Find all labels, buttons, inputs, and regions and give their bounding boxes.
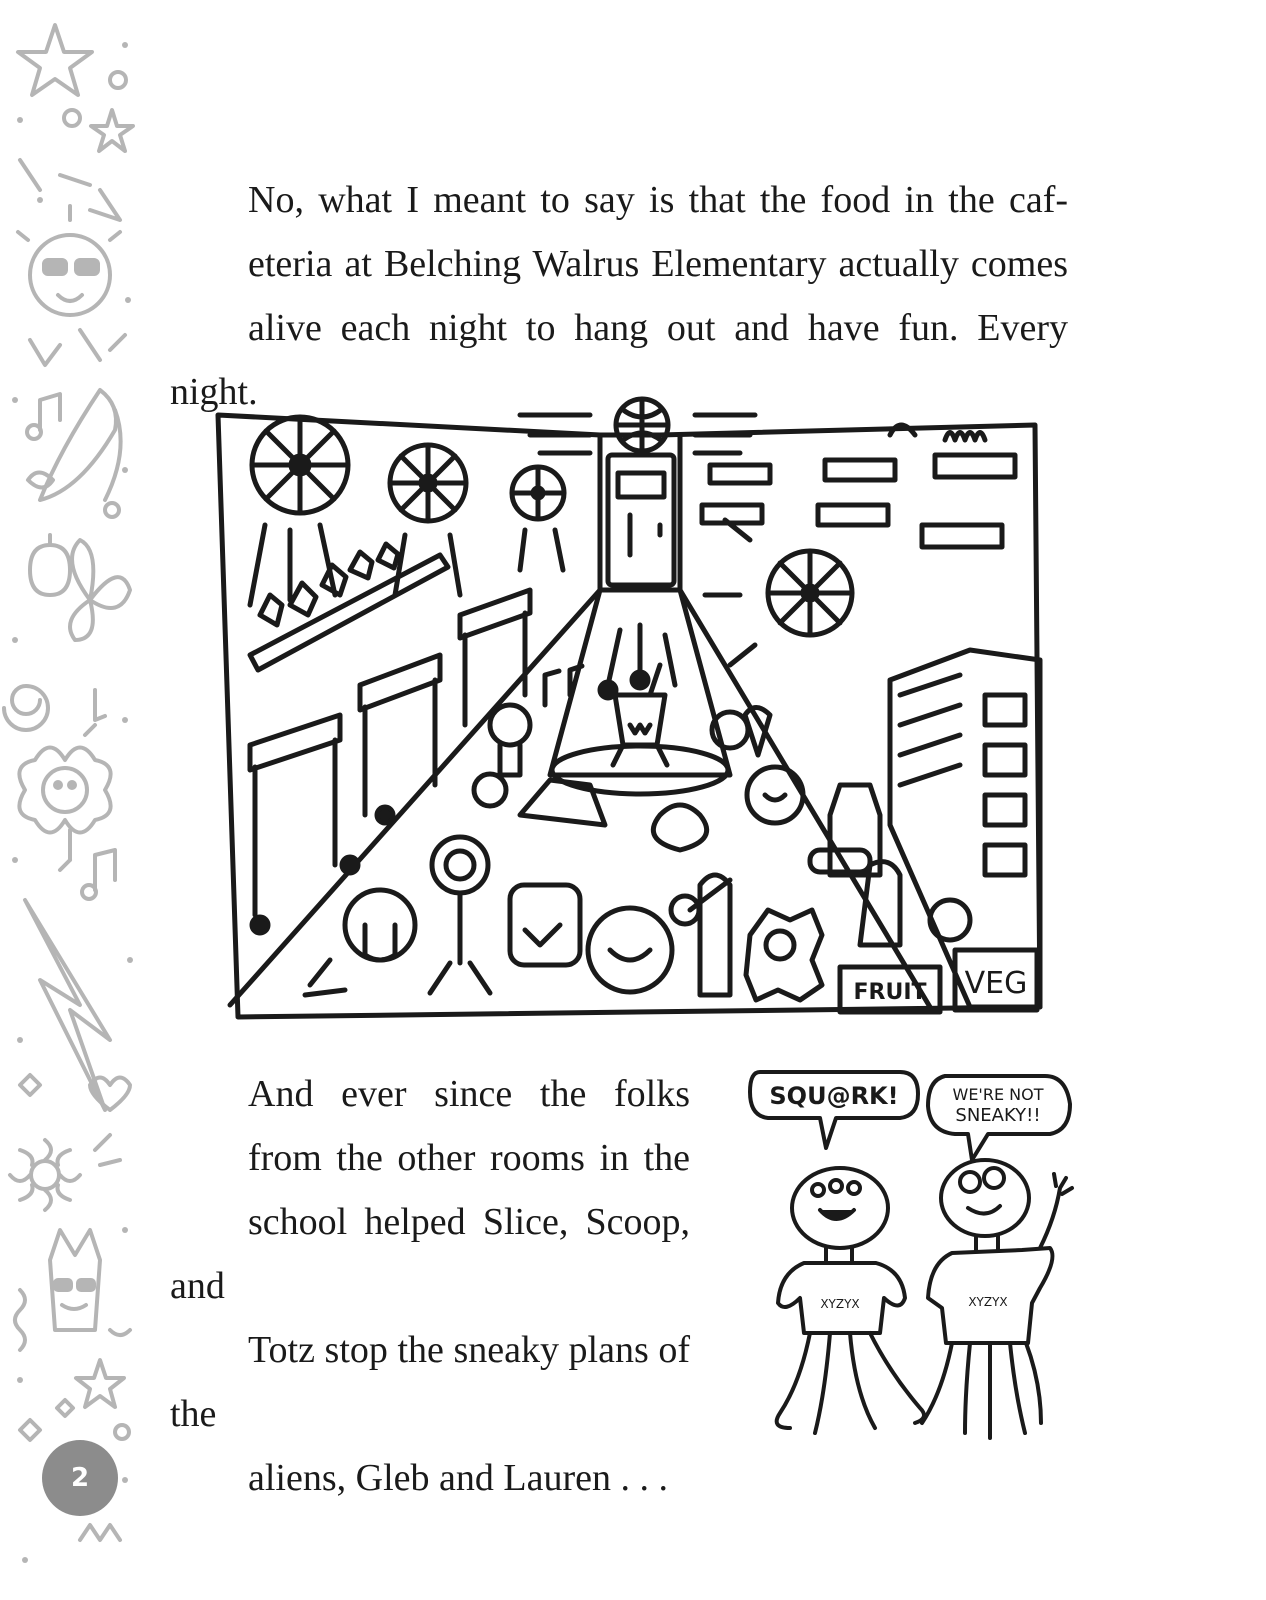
apple-doodle-icon <box>30 535 70 595</box>
speech-bubble-right <box>928 1076 1070 1160</box>
text-line: Totz stop the sneaky plans of the <box>170 1329 690 1435</box>
alien-shirt-text: XYZYX <box>820 1297 860 1311</box>
page-number-badge <box>42 1440 118 1516</box>
diamond-doodle-icon <box>20 1400 73 1440</box>
fruit-bin <box>840 967 940 1012</box>
alien-shirt-text-2: XYZYX <box>968 1295 1008 1309</box>
speech-text-squark: SQU@RK! <box>769 1082 899 1110</box>
butterfly-doodle-icon <box>70 540 130 640</box>
spiral-doodle-icon <box>4 686 48 730</box>
speech-bubble-left <box>750 1072 918 1148</box>
kitchen-door-icon <box>608 455 674 585</box>
page-number: 2 <box>70 1463 90 1493</box>
cafeteria-party-illustration <box>210 395 1050 1025</box>
zigzag-doodle-icon <box>80 1525 120 1540</box>
speech-text-line2: SNEAKY!! <box>955 1105 1041 1126</box>
text-line: eteria at Belching Walrus Elementary actually comes <box>248 243 1068 285</box>
paragraph-aliens <box>170 1062 690 1510</box>
diamond-doodle-icon <box>20 1075 40 1095</box>
circle-doodle-icon <box>115 1425 129 1439</box>
circle-doodle-icon <box>64 110 80 126</box>
veg-sign: VEG <box>964 966 1028 1001</box>
cool-fries-doodle-icon <box>50 1230 100 1330</box>
text-line: And ever since the folks <box>248 1073 690 1115</box>
table-icon <box>250 590 530 933</box>
circle-doodle-icon <box>105 503 119 517</box>
leaf-doodle-icon <box>110 1330 130 1335</box>
spotlight-icon <box>705 520 852 665</box>
drawer-cabinet-icon <box>890 650 1040 1007</box>
sunglasses-face-doodle-icon <box>18 206 120 315</box>
circle-doodle-icon <box>110 72 126 88</box>
crowd-of-food-characters <box>305 666 970 1000</box>
alien-lauren <box>922 1160 1072 1438</box>
flower-face-doodle-icon <box>19 748 110 833</box>
spotlight-icon <box>250 417 348 605</box>
music-note-doodle-icon <box>85 690 105 735</box>
star-doodle-icon <box>76 1360 124 1407</box>
text-line: school helped Slice, Scoop, and <box>170 1201 690 1307</box>
zigzag-doodle-icon <box>30 330 125 365</box>
paragraph-intro <box>170 168 1068 424</box>
alien-gleb <box>777 1168 924 1433</box>
food-shelf-left <box>250 544 448 670</box>
music-note-doodle-icon <box>27 394 60 439</box>
disco-ball-icon <box>520 399 755 453</box>
aliens-illustration <box>740 1058 1100 1458</box>
text-line: from the other rooms in the <box>248 1137 690 1179</box>
doodle-margin-strip <box>0 0 140 1600</box>
text-line: alive each night to hang out and have fun. Every night. <box>170 307 1068 413</box>
daisy-doodle-icon <box>10 1140 80 1210</box>
text-line: No, what I meant to say is that the food in the caf- <box>248 179 1068 221</box>
speech-text-line1: WE'RE NOT <box>952 1085 1044 1104</box>
music-note-doodle-icon <box>82 850 115 899</box>
stem-doodle-icon <box>60 830 70 870</box>
dance-floor-spotlight <box>550 590 730 794</box>
sparkle-doodle-icon <box>95 1135 120 1165</box>
text-line: aliens, Gleb and Lauren . . . <box>248 1457 668 1499</box>
fruit-sign: FRUIT <box>853 980 927 1005</box>
spotlight-icon <box>512 467 564 570</box>
star-doodle-icon <box>91 110 133 151</box>
wave-doodle-icon <box>15 1290 25 1350</box>
star-doodle-icon <box>18 25 92 95</box>
wall-shelf-right <box>702 425 1015 547</box>
